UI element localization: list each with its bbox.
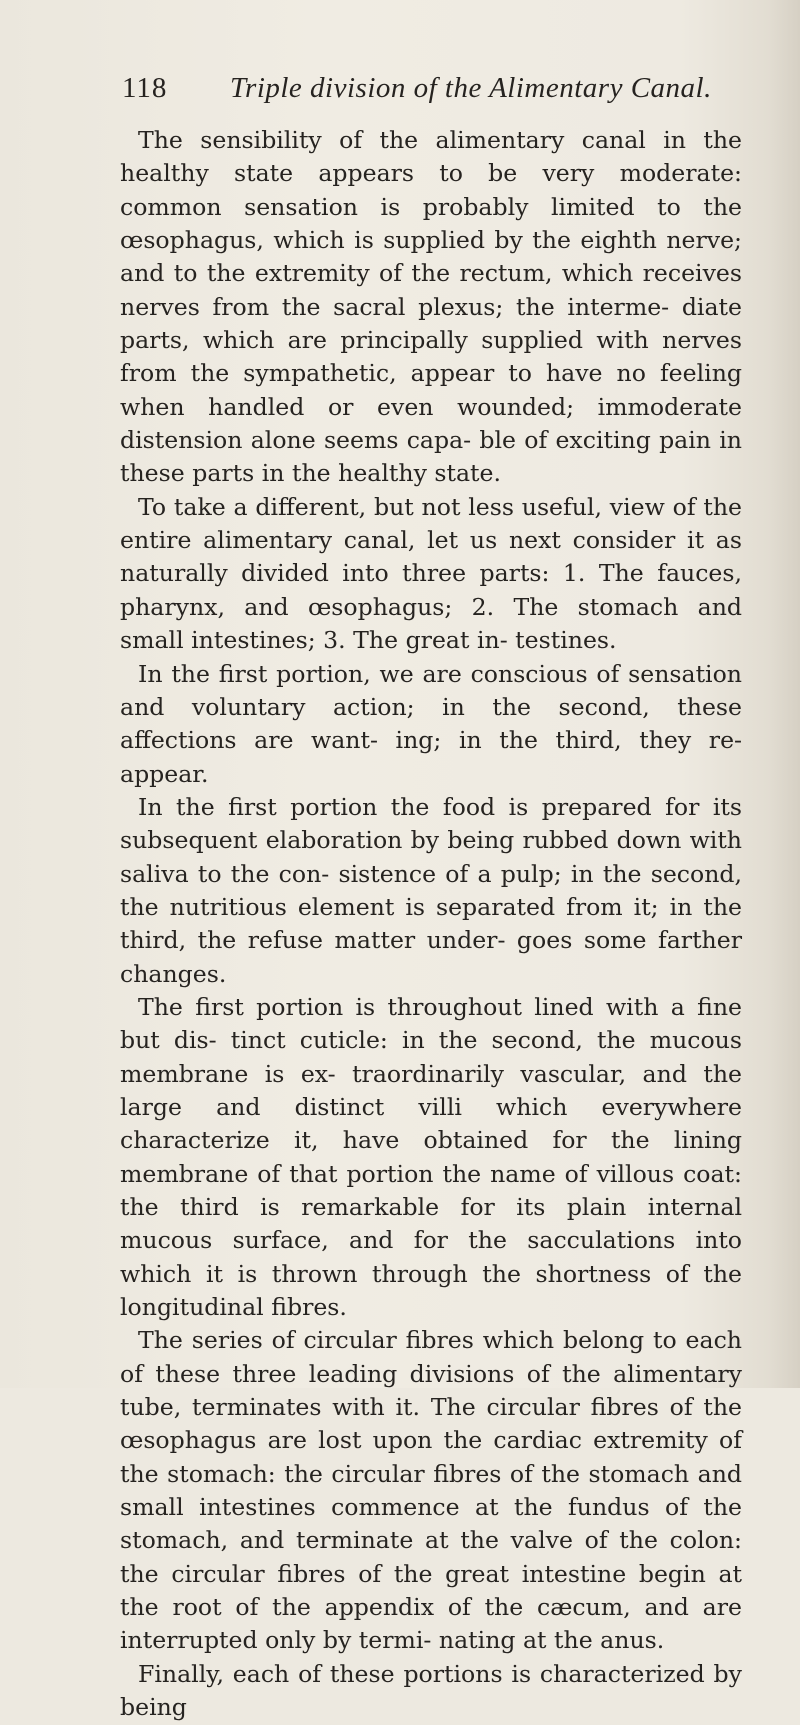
paragraph-food: In the first portion the food is prepared for its subsequent elaboration by being rubbed down with saliva to the con- sistence of a pulp; in the second, the nutritious element is separated from it; in the third, the refuse matter under- goes some farther changes. [120,792,742,988]
paragraph-three-parts: To take a different, but not less useful, view of the entire alimentary canal, let us next consider it as naturally divided into three parts: 1. The fauces, pharynx, and œsophagus; 2. The stomach and small intestines; 3. The great in- testines. [120,492,742,655]
page-number: 118 [122,72,168,104]
paragraph-sensibility: The sensibility of the alimentary canal in the healthy state appears to be very moderate: common sensation is probably limited to the œsophagus, which is supplied by the eighth nerve; and to the extremity of the rectum, which receives nerves from the sacral plexus; the interme- diate parts, which are principally supplied with nerves from the sympathetic, appear to have no feeling when handled or even wounded; immoderate distension alone seems capa- ble of exciting pain in these parts in the healthy state. [120,126,742,488]
page-header [122,72,742,112]
running-title: Triple division of the Alimentary Canal. [230,72,712,104]
body-text [120,124,742,1725]
paragraph-finally: Finally, each of these portions is characterized by being [120,1659,742,1722]
paragraph-sensation: In the first portion, we are conscious of sensation and voluntary action; in the second, these affections are want- ing; in the third, they re-appear. [120,659,742,788]
paragraph-cuticle: The first portion is throughout lined with a fine but dis- tinct cuticle: in the second, the mucous membrane is ex- traordinarily vascular, and the large and distinct villi which everywhere characterize it, have obtained for the lining membrane of that portion the name of villous coat: the third is remarkable for its plain internal mucous surface, and for the sacculations into which it is thrown through the shortness of the longitudinal fibres. [120,992,742,1322]
paragraph-circular-fibres: The series of circular fibres which belong to each of these three leading divisions of the alimentary tube, terminates with it. The circular fibres of the œsophagus are lost upon the cardiac extremity of the stomach: the circular fibres of the stomach and small intestines commence at the fundus of the stomach, and terminate at the valve of the colon: the circular fibres of the great intestine begin at the root of the appendix of the cæcum, and are interrupted only by termi- nating at the anus. [120,1326,742,1655]
